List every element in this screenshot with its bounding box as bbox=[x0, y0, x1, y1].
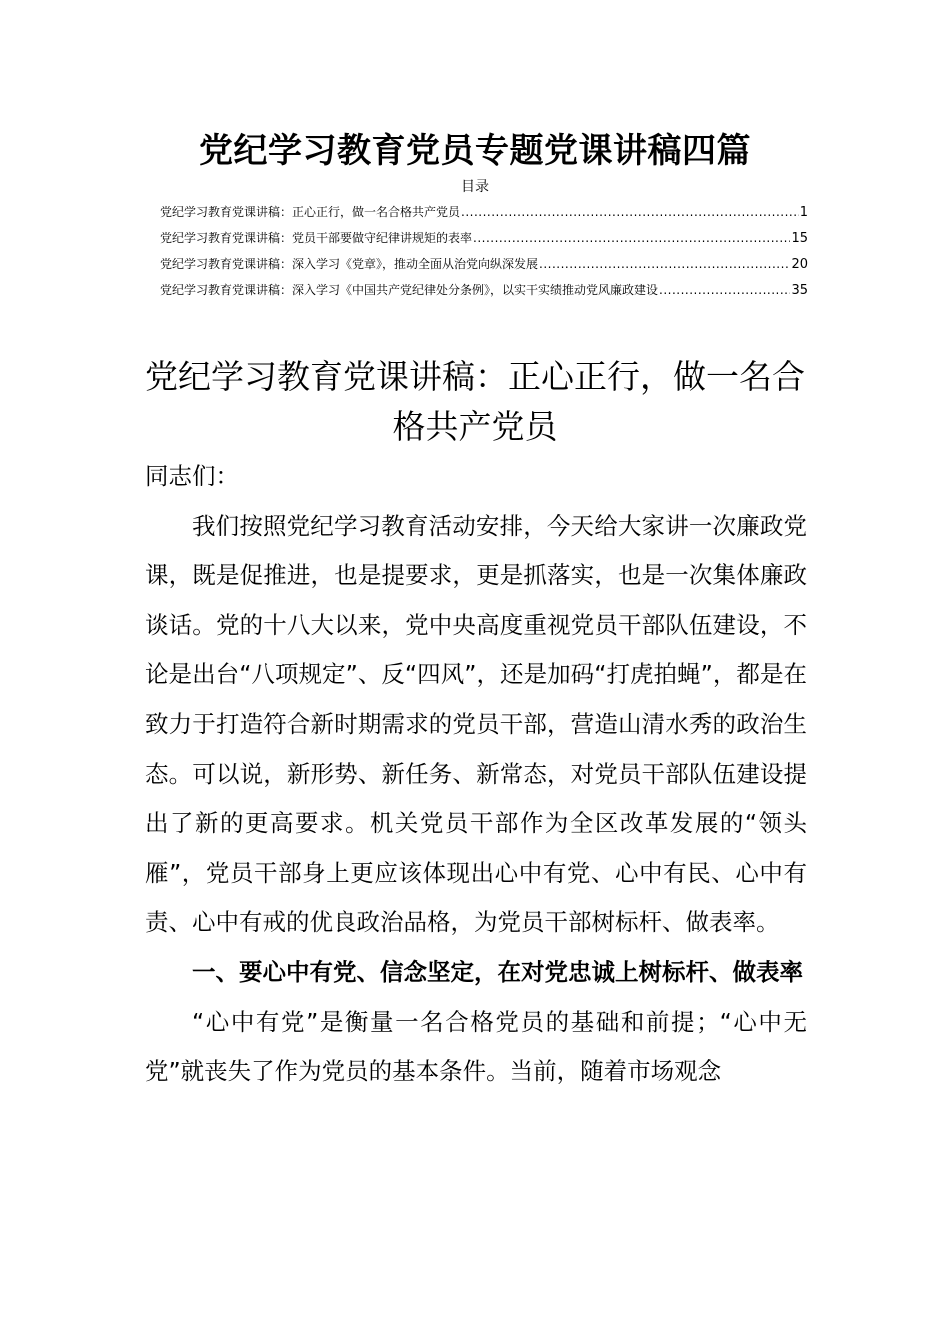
salutation: 同志们： bbox=[145, 462, 239, 490]
toc-entry-title: 党纪学习教育党课讲稿：党员干部要做守纪律讲规矩的表率 bbox=[160, 231, 473, 245]
paragraph: “心中有党”是衡量一名合格党员的基础和前提；“心中无党”就丧失了作为党员的基本条件。当前，随着市场观念 bbox=[145, 1007, 807, 1086]
toc-entry-page: 35 bbox=[791, 283, 808, 298]
toc-entry[interactable] bbox=[160, 255, 808, 281]
toc-entry[interactable] bbox=[160, 229, 808, 255]
toc-entry-title: 党纪学习教育党课讲稿：深入学习《中国共产党纪律处分条例》，以实干实绩推动党风廉政建设 bbox=[160, 283, 659, 297]
toc-dot-leader bbox=[539, 255, 790, 273]
toc-entry-title: 党纪学习教育党课讲稿：深入学习《党章》，推动全面从治党向纵深发展 bbox=[160, 257, 539, 271]
toc-dot-leader bbox=[461, 203, 799, 221]
toc-dot-leader bbox=[473, 229, 790, 247]
table-of-contents bbox=[160, 203, 808, 307]
section-heading: 一、要心中有党、信念坚定，在对党忠诚上树标杆、做表率 bbox=[192, 957, 803, 986]
document-title: 党纪学习教育党员专题党课讲稿四篇 bbox=[199, 131, 751, 171]
toc-entry[interactable] bbox=[160, 281, 808, 307]
toc-entry-page: 1 bbox=[799, 205, 808, 220]
toc-heading: 目录 bbox=[461, 179, 489, 195]
toc-entry-page: 20 bbox=[791, 257, 808, 272]
paragraph: 我们按照党纪学习教育活动安排，今天给大家讲一次廉政党课，既是促推进，也是提要求，更是抓落实，也是一次集体廉政谈话。党的十八大以来，党中央高度重视党员干部队伍建设，不论是出台“八项规定”、反“四风”，还是加码“打虎拍蝇”，都是在致力于打造符合新时期需求的党员干部，营造山清水秀的政治生态。可以说，新形势、新任务、新常态，对党员干部队伍建设提出了新的更高要求。机关党员干部作为全区改革发展的“领头雁”，党员干部身上更应该体现出心中有党、心中有民、心中有责、心中有戒的优良政治品格，为党员干部树标杆、做表率。 bbox=[145, 511, 807, 937]
article-body bbox=[145, 452, 807, 1097]
toc-entry[interactable] bbox=[160, 203, 808, 229]
article-title: 党纪学习教育党课讲稿：正心正行，做一名合格共产党员 bbox=[145, 357, 805, 446]
toc-entry-title: 党纪学习教育党课讲稿：正心正行，做一名合格共产党员 bbox=[160, 205, 461, 219]
toc-dot-leader bbox=[659, 281, 790, 299]
toc-entry-page: 15 bbox=[791, 231, 808, 246]
